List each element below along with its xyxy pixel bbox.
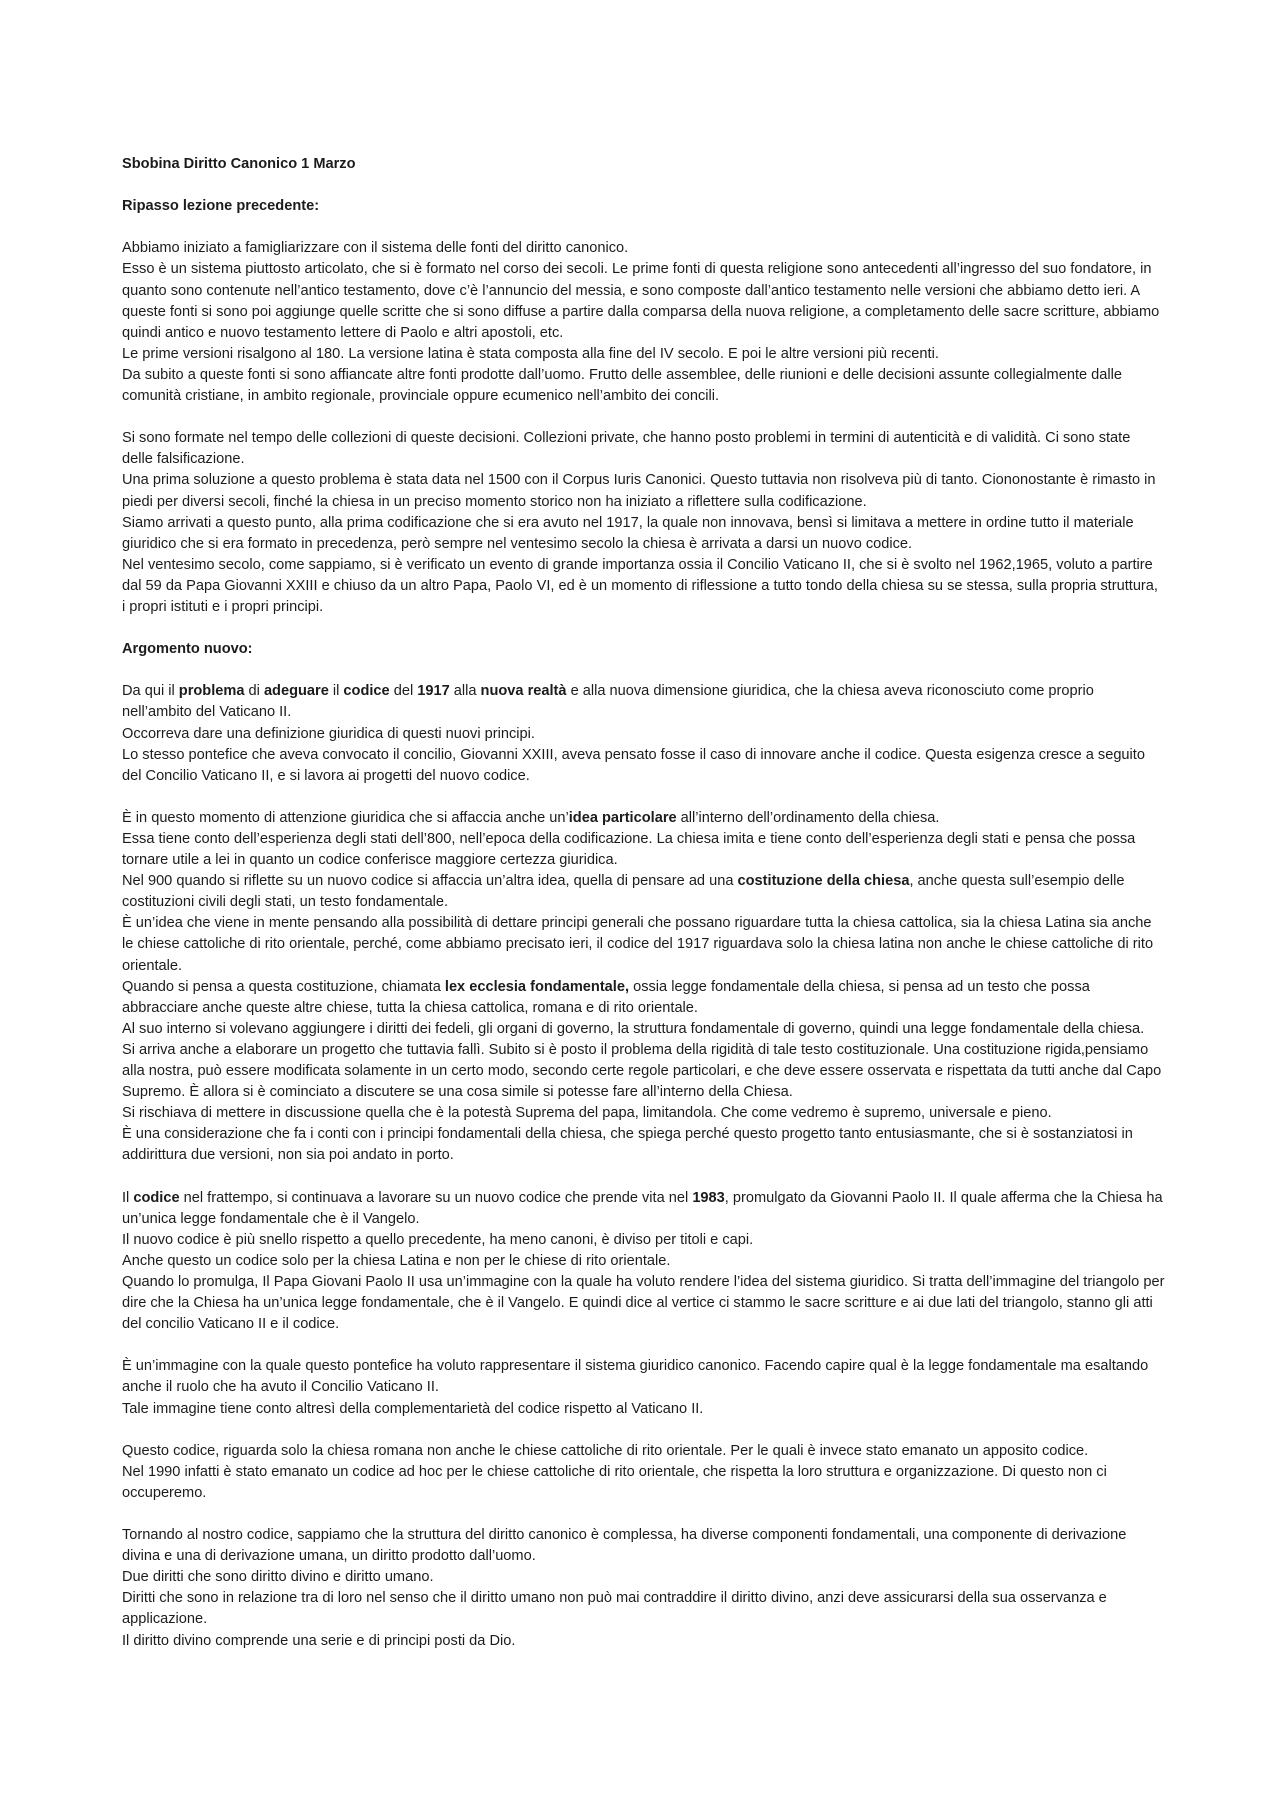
- text-run: e alla nuova dimensione giuridica, che la chiesa aveva riconosciuto come proprio nell’ambito del Vaticano II.: [122, 683, 1094, 721]
- paragraph: Si sono formate nel tempo delle collezioni di queste decisioni. Collezioni private, che hanno posto problemi in termini di autenticità e di validità. Ci sono state delle falsificazione.: [122, 430, 1131, 468]
- paragraph: Abbiamo iniziato a famigliarizzare con il sistema delle fonti del diritto canonico.: [122, 240, 629, 257]
- paragraph: Questo codice, riguarda solo la chiesa romana non anche le chiese cattoliche di rito orientale. Per le quali è invece stato emanato un apposito codice.: [122, 1442, 1089, 1459]
- spacer: [122, 1167, 1165, 1188]
- text-run: nel frattempo, si continuava a lavorare su un nuovo codice che prende vita nel: [179, 1189, 693, 1206]
- text-run: , promulgato da Giovanni Paolo II. Il quale afferma che la Chiesa ha un’unica legge fondamentale che è il Vangelo.: [122, 1189, 1163, 1227]
- paragraph: Nel ventesimo secolo, come sappiamo, si è verificato un evento di grande importanza ossia il Concilio Vaticano II, che si è svolto nel 1962,1965, voluto a partire dal 59 da Papa Giovanni XXIII e chiuso da un altro Papa, Paolo VI, ed è un momento di riflessione a tutto tondo della chiesa su se stessa, sulla propria struttura, i propri istituti e i propri principi.: [122, 556, 1158, 615]
- paragraph: Al suo interno si volevano aggiungere i diritti dei fedeli, gli organi di governo, la struttura fondamentale di governo, quindi una legge fondamentale della chiesa.: [122, 1020, 1145, 1037]
- review-heading: Ripasso lezione precedente:: [122, 198, 320, 215]
- document-page: [122, 154, 1165, 1652]
- bold-run: codice: [343, 683, 390, 700]
- document-title: Sbobina Diritto Canonico 1 Marzo: [122, 156, 356, 172]
- paragraph: Nel 1990 infatti è stato emanato un codice ad hoc per le chiese cattoliche di rito orientale, che rispetta la loro struttura e organizzazione. Di questo non ci occuperemo.: [122, 1463, 1107, 1501]
- text-run: Da qui il: [122, 683, 179, 700]
- paragraph: È un’idea che viene in mente pensando alla possibilità di dettare principi generali che possano riguardare tutta la chiesa cattolica, sia la chiesa Latina sia anche le chiese cattoliche di rito orientale, perché, come abbiamo precisato ieri, il codice del 1917 riguardava solo la chiesa latina non anche le chiese cattoliche di rito orientale.: [122, 915, 1154, 974]
- paragraph: Da subito a queste fonti si sono affiancate altre fonti prodotte dall’uomo. Frutto delle assemblee, delle riunioni e delle decisioni assunte collegialmente dalle comunità cristiane, in ambito regionale, provinciale oppure ecumenico nell’ambito dei concili.: [122, 366, 1123, 405]
- spacer: [122, 1504, 1165, 1525]
- paragraph: Le prime versioni risalgono al 180. La versione latina è stata composta alla fine del IV secolo. E poi le altre versioni più recenti.: [122, 345, 939, 362]
- spacer: [122, 1420, 1165, 1441]
- bold-run: costituzione della chiesa: [737, 873, 910, 890]
- bold-run: 1917: [417, 683, 450, 700]
- text-run: , anche questa sull’esempio delle costituzioni civili degli stati, un testo fondamentale.: [122, 873, 1125, 911]
- paragraph-codice-1983: [122, 1188, 1165, 1230]
- spacer: [122, 618, 1165, 639]
- bold-run: adeguare: [263, 683, 329, 700]
- paragraph: Occorreva dare una definizione giuridica di questi nuovi principi.: [122, 725, 535, 742]
- spacer: [122, 175, 1165, 196]
- bold-run: problema: [178, 683, 245, 700]
- paragraph: Siamo arrivati a questo punto, alla prima codificazione che si era avuto nel 1917, la quale non innovava, bensì si limitava a mettere in ordine tutto il materiale giuridico che si era formato in precedenza, però sempre nel ventesimo secolo la chiesa è arrivata a darsi un nuovo codice.: [122, 514, 1134, 552]
- bold-run: nuova realtà: [480, 683, 567, 700]
- spacer: [122, 1335, 1165, 1356]
- spacer: [122, 787, 1165, 808]
- paragraph: Due diritti che sono diritto divino e diritto umano.: [122, 1569, 434, 1586]
- paragraph: Il nuovo codice è più snello rispetto a quello precedente, ha meno canoni, è diviso per titoli e capi.: [122, 1231, 754, 1248]
- bold-run: lex ecclesia fondamentale,: [444, 978, 630, 995]
- paragraph: Si rischiava di mettere in discussione quella che è la potestà Suprema del papa, limitandola. Che come vedremo è supremo, universale e pieno.: [122, 1105, 1052, 1122]
- text-run: di: [244, 683, 264, 700]
- paragraph: Tornando al nostro codice, sappiamo che la struttura del diritto canonico è complessa, ha diverse componenti fondamentali, una componente di derivazione divina e una di derivazione umana, un diritto prodotto dall’uomo.: [122, 1527, 1127, 1565]
- paragraph-lex: [122, 977, 1165, 1019]
- paragraph: Tale immagine tiene conto altresì della complementarietà del codice rispetto al Vaticano II.: [122, 1400, 704, 1417]
- text-run: Nel 900 quando si riflette su un nuovo codice si affaccia un’altra idea, quella di pensare ad una: [122, 873, 738, 890]
- paragraph-idea: [122, 808, 1165, 829]
- paragraph: È un’immagine con la quale questo pontefice ha voluto rappresentare il sistema giuridico canonico. Facendo capire qual è la legge fondamentale ma esaltando anche il ruolo che ha avuto il Concilio Vaticano II.: [122, 1358, 1149, 1396]
- paragraph: Essa tiene conto dell’esperienza degli stati dell’800, nell’epoca della codificazione. La chiesa imita e tiene conto dell’esperienza degli stati e pensa che possa tornare utile a lei in quanto un codice conferisce maggiore certezza giuridica.: [122, 831, 1136, 869]
- paragraph-costituzione: [122, 871, 1165, 913]
- text-run: Il: [122, 1189, 134, 1206]
- paragraph: Il diritto divino comprende una serie e di principi posti da Dio.: [122, 1632, 516, 1649]
- spacer: [122, 217, 1165, 238]
- paragraph: Esso è un sistema piuttosto articolato, che si è formato nel corso dei secoli. Le prime fonti di questa religione sono antecedenti all’ingresso del suo fondatore, in quanto sono contenute nell’antico testamento, dove c’è l’annuncio del messia, e sono composte dall’antico testamento nelle versioni che abbiamo detto ieri. A queste fonti si sono poi aggiunge quelle scritte che si sono diffuse a partire dalla comparsa della nuova religione, a completamento delle sacre scritture, abbiamo quindi antico e nuovo testamento lettere di Paolo e altri apostoli, etc.: [122, 261, 1160, 341]
- paragraph: È una considerazione che fa i conti con i principi fondamentali della chiesa, che spiega perché questo progetto tanto entusiasmante, che si è sostanziatosi in addirittura due versioni, non sia poi andato in porto.: [122, 1126, 1133, 1164]
- paragraph-adeguare: [122, 681, 1165, 723]
- text-run: all’interno dell’ordinamento della chiesa.: [676, 809, 940, 826]
- bold-run: 1983: [692, 1189, 725, 1206]
- text-run: alla: [449, 683, 481, 700]
- paragraph: Si arriva anche a elaborare un progetto che tuttavia fallì. Subito si è posto il problema della rigidità di tale testo costituzionale. Una costituzione rigida,pensiamo alla nostra, può essere modificata solamente in un certo modo, secondo certe regole particolari, e che deve essere osservata e rispettata da tutti anche dal Capo Supremo. È allora si è cominciato a discutere se una cosa simile si potesse fare all’interno della Chiesa.: [122, 1041, 1162, 1101]
- bold-run: codice: [133, 1189, 180, 1206]
- text-run: È in questo momento di attenzione giuridica che si affaccia anche un’: [122, 809, 569, 826]
- spacer: [122, 407, 1165, 428]
- text-run: ossia legge fondamentale della chiesa, si pensa ad un testo che possa abbracciare anche queste altre chiese, tutta la chiesa cattolica, romana e di rito orientale.: [122, 978, 1090, 1016]
- paragraph: Quando lo promulga, Il Papa Giovani Paolo II usa un’immagine con la quale ha voluto rendere l’idea del sistema giuridico. Si tratta dell’immagine del triangolo per dire che la Chiesa ha un’unica legge fondamentale, che è il Vangelo. E quindi dice al vertice ci stammo le sacre scritture e ai due lati del triangolo, stanno gli atti del concilio Vaticano II e il codice.: [122, 1273, 1165, 1333]
- paragraph: Lo stesso pontefice che aveva convocato il concilio, Giovanni XXIII, aveva pensato fosse il caso di innovare anche il codice. Questa esigenza cresce a seguito del Concilio Vaticano II, e si lavora ai progetti del nuovo codice.: [122, 746, 1145, 784]
- new-topic-heading: Argomento nuovo:: [122, 641, 253, 658]
- bold-run: idea particolare: [568, 809, 677, 826]
- text-run: il: [328, 683, 344, 700]
- paragraph: Diritti che sono in relazione tra di loro nel senso che il diritto umano non può mai contraddire il diritto divino, anzi deve assicurarsi della sua osservanza e applicazione.: [122, 1590, 1107, 1628]
- spacer: [122, 660, 1165, 681]
- paragraph: Una prima soluzione a questo problema è stata data nel 1500 con il Corpus Iuris Canonici. Questo tuttavia non risolveva più di tanto. Ciononostante è rimasto in piedi per diversi secoli, finché la chiesa in un preciso momento storico non ha iniziato a riflettere sulla codificazione.: [122, 472, 1156, 510]
- paragraph: Anche questo un codice solo per la chiesa Latina e non per le chiese di rito orientale.: [122, 1252, 671, 1269]
- text-run: del: [389, 683, 418, 700]
- text-run: Quando si pensa a questa costituzione, chiamata: [122, 978, 445, 995]
